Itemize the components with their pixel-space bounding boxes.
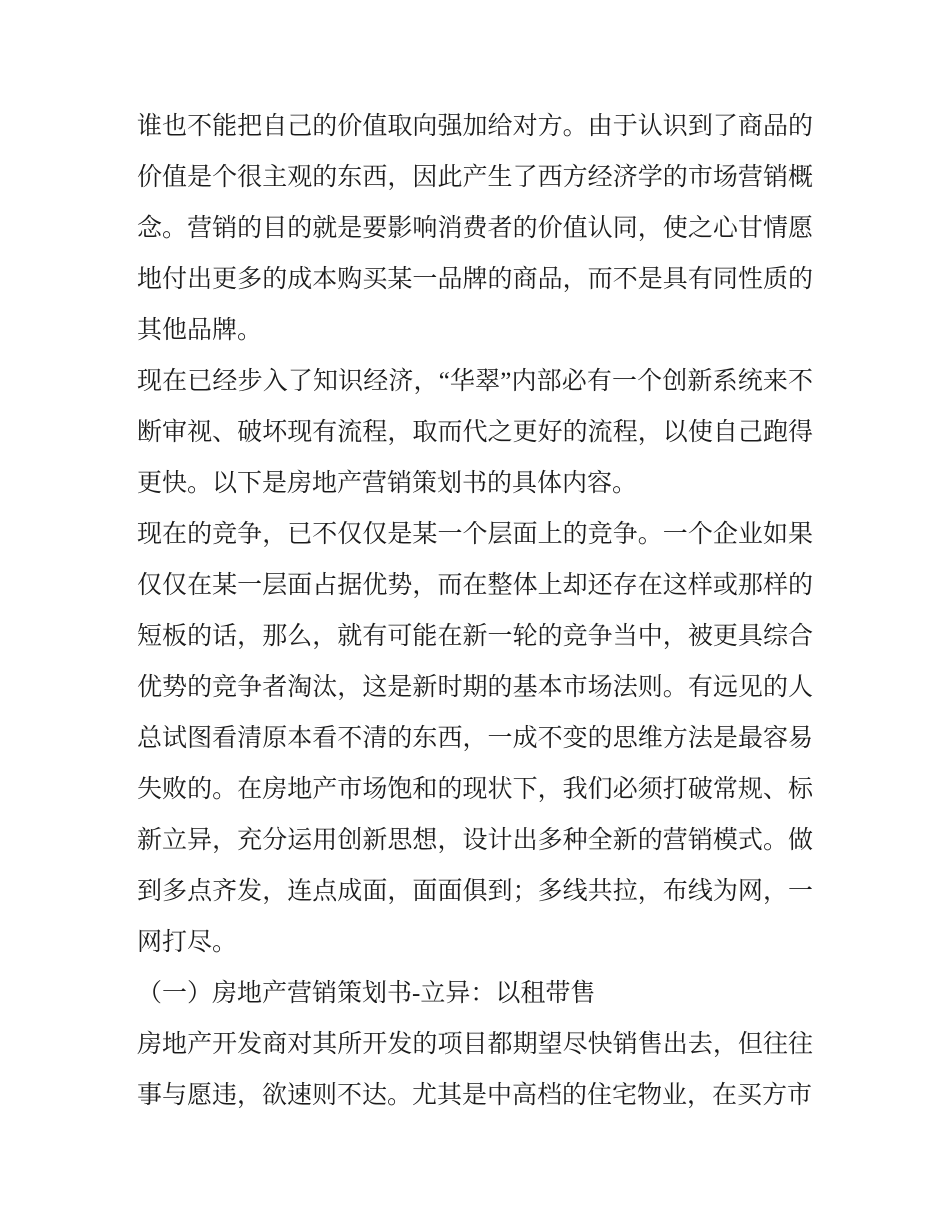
paragraph-competition-new-marketing-modes: 现在的竞争，已不仅仅是某一个层面上的竞争。一个企业如果仅仅在某一层面占据优势，而在整体上却还存在这样或那样的短板的话，那么，就有可能在新一轮的竞争当中，被更具综合优势的竞争者淘汰，这是新时期的基本市场法则。有远见的人总试图看清原本看不清的东西，一成不变的思维方法是最容易失败的。在房地产市场饱和的现状下，我们必须打破常规、标新立异，充分运用创新思想，设计出多种全新的营销模式。做到多点齐发，连点成面，面面俱到；多线共拉，布线为网，一网打尽。 (137, 521, 813, 956)
paragraph-marketing-value-concept: 谁也不能把自己的价值取向强加给对方。由于认识到了商品的价值是个很主观的东西，因此产生了西方经济学的市场营销概念。营销的目的就是要影响消费者的价值认同，使之心甘情愿地付出更多的成本购买某一品牌的商品，而不是具有同性质的其他品牌。 (137, 113, 813, 344)
paragraph-developer-sales-expectation: 房地产开发商对其所开发的项目都期望尽快销售出去，但往往事与愿违，欲速则不达。尤其是中高档的住宅物业，在买方市 (137, 1031, 813, 1109)
paragraph-knowledge-economy-innovation: 现在已经步入了知识经济，“华翠”内部必有一个创新系统来不断审视、破坏现有流程，取而代之更好的流程，以使自己跑得更快。以下是房地产营销策划书的具体内容。 (137, 368, 813, 497)
document-text-block (137, 101, 813, 1121)
section-heading-rent-to-sell: （一）房地产营销策划书-立异：以租带售 (137, 980, 596, 1007)
